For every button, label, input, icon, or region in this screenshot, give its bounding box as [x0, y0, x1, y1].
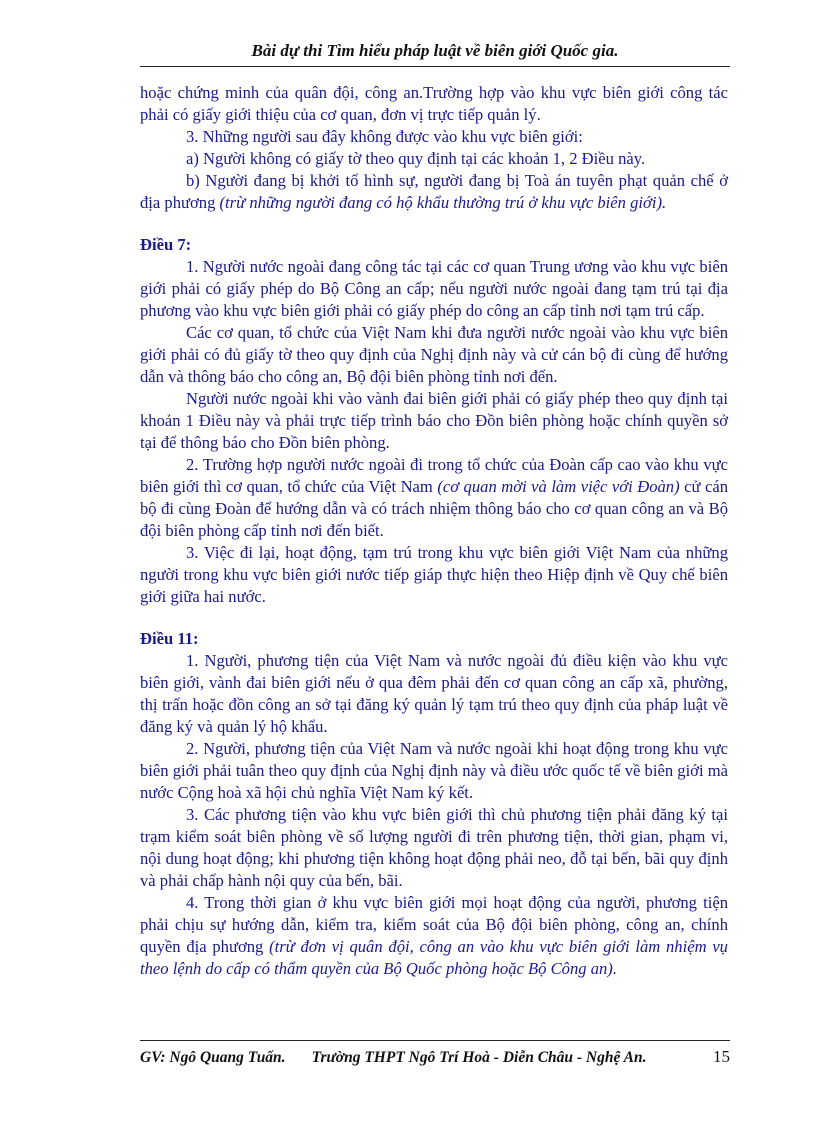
article-11-paragraph-4-text: 4. Trong thời gian ở khu vực biên giới mọi hoạt động của người, phương tiện phải chịu sự hướng dẫn, kiểm tra, kiểm soát của Bộ đội biên phòng, công an, chính quyền địa phương [140, 893, 728, 956]
article-7-paragraph-4-b: cử cán bộ đi cùng Đoàn để hướng dẫn và có trách nhiệm thông báo cho cơ quan công an và Bộ đội biên phòng cấp tỉnh nơi đến biết. [140, 477, 728, 540]
intro-paragraph-4-note: (trừ những người đang có hộ khẩu thường trú ở khu vực biên giới). [219, 193, 667, 212]
footer-school: Trường THPT Ngô Trí Hoà - Diễn Châu - Nghệ An. [311, 1049, 647, 1066]
article-7-paragraph-4 [140, 454, 728, 542]
intro-paragraph-4 [140, 170, 728, 214]
page-footer [140, 1046, 730, 1069]
footer-teacher: GV: Ngô Quang Tuấn. [140, 1049, 286, 1066]
intro-paragraph-2: 3. Những người sau đây không được vào khu vực biên giới: [186, 127, 583, 146]
article-11-heading: Điều 11: [140, 629, 199, 648]
page-header: Bài dự thi Tìm hiểu pháp luật về biên giới Quốc gia. [251, 41, 619, 60]
article-7-heading: Điều 7: [140, 235, 192, 254]
article-7-paragraph-4-a: 2. Trường hợp người nước ngoài đi trong tổ chức của Đoàn cấp cao vào khu vực biên giới thì cơ quan, tổ chức của Việt Nam [140, 455, 728, 496]
article-7-paragraph-5: 3. Việc đi lại, hoạt động, tạm trú trong khu vực biên giới Việt Nam của những người trong khu vực biên giới nước tiếp giáp thực hiện theo Hiệp định về Quy chế biên giới giữa hai nước. [140, 543, 728, 606]
article-11-paragraph-4-note: (trừ đơn vị quân đội, công an vào khu vực biên giới làm nhiệm vụ theo lệnh do cấp có thẩm quyền của Bộ Quốc phòng hoặc Bộ Công an). [140, 937, 728, 978]
article-7-paragraph-3: Người nước ngoài khi vào vành đai biên giới phải có giấy phép theo quy định tại khoản 1 Điều này và phải trực tiếp trình báo cho Đồn biên phòng hoặc chính quyền sở tại để thông báo cho Đồn biên phòng. [140, 389, 728, 452]
article-11-paragraph-1: 1. Người, phương tiện của Việt Nam và nước ngoài đủ điều kiện vào khu vực biên giới, vành đai biên giới nếu ở qua đêm phải đến cơ quan công an cấp xã, phường, thị trấn hoặc đồn công an sở tại đăng ký quản lý tạm trú theo quy định của pháp luật về đăng ký và quản lý hộ khẩu. [140, 651, 728, 736]
article-11-paragraph-4 [140, 892, 728, 980]
article-11-paragraph-2: 2. Người, phương tiện của Việt Nam và nước ngoài khi hoạt động trong khu vực biên giới phải tuân theo quy định của Nghị định này và điều ước quốc tế về biên giới mà nước Cộng hoà xã hội chủ nghĩa Việt Nam ký kết. [140, 739, 728, 802]
intro-paragraph-1: hoặc chứng minh của quân đội, công an.Trường hợp vào khu vực biên giới công tác phải có giấy giới thiệu của cơ quan, đơn vị trực tiếp quản lý. [140, 83, 728, 124]
article-7-paragraph-2: Các cơ quan, tổ chức của Việt Nam khi đưa người nước ngoài vào khu vực biên giới phải có đủ giấy tờ theo quy định của Nghị định này và cử cán bộ đi cùng để hướng dẫn và thông báo cho công an, Bộ đội biên phòng tỉnh nơi đến. [140, 323, 728, 386]
article-7-paragraph-1: 1. Người nước ngoài đang công tác tại các cơ quan Trung ương vào khu vực biên giới phải có giấy phép do Bộ Công an cấp; nếu người nước ngoài đang tạm trú tại địa phương vào khu vực biên giới phải có giấy phép do công an cấp tỉnh nơi tạm trú cấp. [140, 257, 728, 320]
header-divider [140, 66, 730, 67]
page-body [140, 82, 728, 980]
page-number: 15 [713, 1047, 730, 1066]
intro-paragraph-4-text: b) Người đang bị khởi tố hình sự, người đang bị Toà án tuyên phạt quản chế ở địa phương [140, 171, 728, 212]
footer-divider [140, 1040, 730, 1041]
intro-paragraph-3: a) Người không có giấy tờ theo quy định tại các khoản 1, 2 Điều này. [186, 149, 646, 168]
article-7-paragraph-4-note: (cơ quan mời và làm việc với Đoàn) [437, 477, 680, 496]
article-11-paragraph-3: 3. Các phương tiện vào khu vực biên giới thì chủ phương tiện phải đăng ký tại trạm kiểm soát biên phòng về số lượng người đi trên phương tiện, thời gian, phạm vi, nội dung hoạt động; khi phương tiện không hoạt động phải neo, đỗ tại bến, bãi quy định và phải chấp hành nội quy của bến, bãi. [140, 805, 728, 890]
